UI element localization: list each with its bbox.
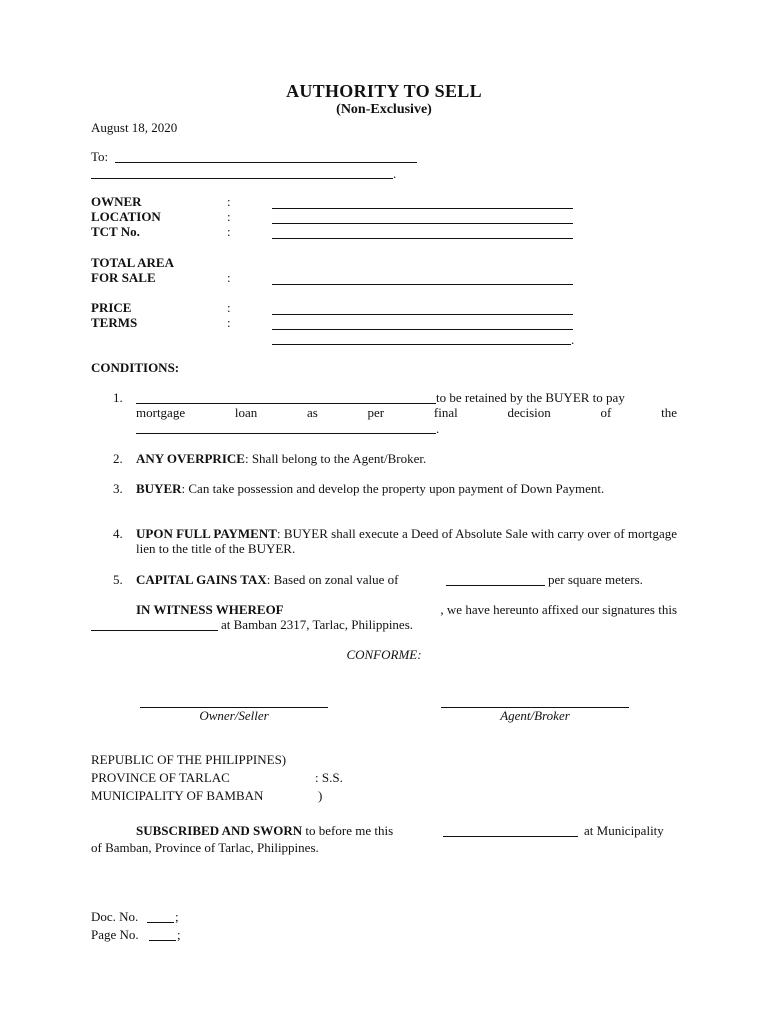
owner-colon: : xyxy=(227,194,231,209)
to-label: To: xyxy=(91,149,109,164)
condition-1-word: the xyxy=(661,405,677,420)
condition-5-title: CAPITAL GAINS TAX xyxy=(136,572,267,587)
sworn-date-blank xyxy=(443,836,578,837)
for-sale-label: FOR SALE xyxy=(91,270,156,285)
condition-5-text: : Based on zonal value of xyxy=(266,572,399,587)
tct-colon: : xyxy=(227,224,231,239)
document-subtitle: (Non-Exclusive) xyxy=(336,102,432,117)
condition-2 xyxy=(136,451,426,467)
document-title: AUTHORITY TO SELL xyxy=(286,81,482,101)
sworn-after: at Municipality xyxy=(584,823,664,838)
witness-date-blank xyxy=(91,630,218,631)
sworn-line1 xyxy=(136,823,393,839)
condition-3-number: 3. xyxy=(113,481,123,496)
ss-label: : S.S. xyxy=(315,770,343,785)
witness-paragraph xyxy=(136,602,677,618)
witness-line2: at Bamban 2317, Tarlac, Philippines. xyxy=(221,617,414,632)
document-date: August 18, 2020 xyxy=(91,120,178,135)
condition-1-text: to be retained by the BUYER to pay xyxy=(436,390,625,405)
condition-1-line2 xyxy=(136,405,677,421)
page-no-label: Page No. xyxy=(91,927,139,942)
condition-3-title: BUYER xyxy=(136,481,182,496)
price-label: PRICE xyxy=(91,300,132,315)
price-colon: : xyxy=(227,300,231,315)
sworn-title: SUBSCRIBED AND SWORN xyxy=(136,823,303,838)
terms-period: . xyxy=(571,332,575,347)
terms-colon: : xyxy=(227,315,231,330)
terms-line-1 xyxy=(272,329,573,330)
witness-text: , we have hereunto affixed our signatures this xyxy=(440,602,677,617)
terms-label: TERMS xyxy=(91,315,138,330)
condition-2-number: 2. xyxy=(113,451,123,466)
price-line xyxy=(272,314,573,315)
tct-line xyxy=(272,238,573,239)
condition-1-word: mortgage xyxy=(136,405,186,420)
condition-4 xyxy=(136,526,677,556)
condition-1-period: . xyxy=(436,421,440,436)
condition-1-word: final xyxy=(433,405,458,420)
doc-no-label: Doc. No. xyxy=(91,909,139,924)
condition-1-blank-2 xyxy=(136,433,436,434)
condition-5-after: per square meters. xyxy=(548,572,643,587)
for-sale-colon: : xyxy=(227,270,231,285)
conditions-heading: CONDITIONS: xyxy=(91,360,180,375)
owner-seller-label: Owner/Seller xyxy=(199,708,269,723)
condition-1-blank xyxy=(136,403,436,404)
condition-1-word: of xyxy=(600,405,612,420)
condition-2-text: : Shall belong to the Agent/Broker. xyxy=(244,451,427,466)
condition-1-word: as xyxy=(306,405,318,420)
to-line-2 xyxy=(91,178,393,179)
conforme-label: CONFORME: xyxy=(346,647,422,662)
condition-5 xyxy=(136,572,399,588)
condition-1-word: decision xyxy=(507,405,551,420)
page-no-blank xyxy=(149,940,176,941)
to-period: . xyxy=(393,166,397,181)
location-colon: : xyxy=(227,209,231,224)
condition-1-word: per xyxy=(367,405,385,420)
doc-no-blank xyxy=(147,922,174,923)
condition-1-line1 xyxy=(436,390,677,406)
for-sale-line xyxy=(272,284,573,285)
page-no-semicolon: ; xyxy=(177,927,181,942)
owner-line xyxy=(272,208,573,209)
sworn-text: to before me this xyxy=(305,823,394,838)
condition-3 xyxy=(136,481,677,496)
condition-3-text: : Can take possession and develop the property upon payment of Down Payment. xyxy=(181,481,605,496)
province-line: PROVINCE OF TARLAC xyxy=(91,770,230,785)
condition-1-number: 1. xyxy=(113,390,123,405)
location-label: LOCATION xyxy=(91,209,161,224)
tct-label: TCT No. xyxy=(91,224,140,239)
total-area-label: TOTAL AREA xyxy=(91,255,174,270)
condition-4-title: UPON FULL PAYMENT xyxy=(136,526,277,541)
condition-1-word: loan xyxy=(234,405,258,420)
republic-line: REPUBLIC OF THE PHILIPPINES) xyxy=(91,752,287,767)
agent-broker-label: Agent/Broker xyxy=(500,708,570,723)
witness-title: IN WITNESS WHEREOF xyxy=(136,602,284,617)
municipality-line: MUNICIPALITY OF BAMBAN xyxy=(91,788,264,803)
owner-label: OWNER xyxy=(91,194,142,209)
condition-5-number: 5. xyxy=(113,572,123,587)
condition-2-title: ANY OVERPRICE xyxy=(136,451,245,466)
sworn-line2: of Bamban, Province of Tarlac, Philippines. xyxy=(91,840,319,855)
zonal-value-blank xyxy=(446,585,545,586)
municipality-paren: ) xyxy=(318,788,323,803)
terms-line-2 xyxy=(272,344,571,345)
location-line xyxy=(272,223,573,224)
doc-no-semicolon: ; xyxy=(175,909,179,924)
condition-4-number: 4. xyxy=(113,526,123,541)
to-line-1 xyxy=(115,162,417,163)
condition-4-text: : BUYER shall execute a Deed of Absolute Sale with carry over of mortgage lien to the title of the BUYER. xyxy=(136,526,677,556)
